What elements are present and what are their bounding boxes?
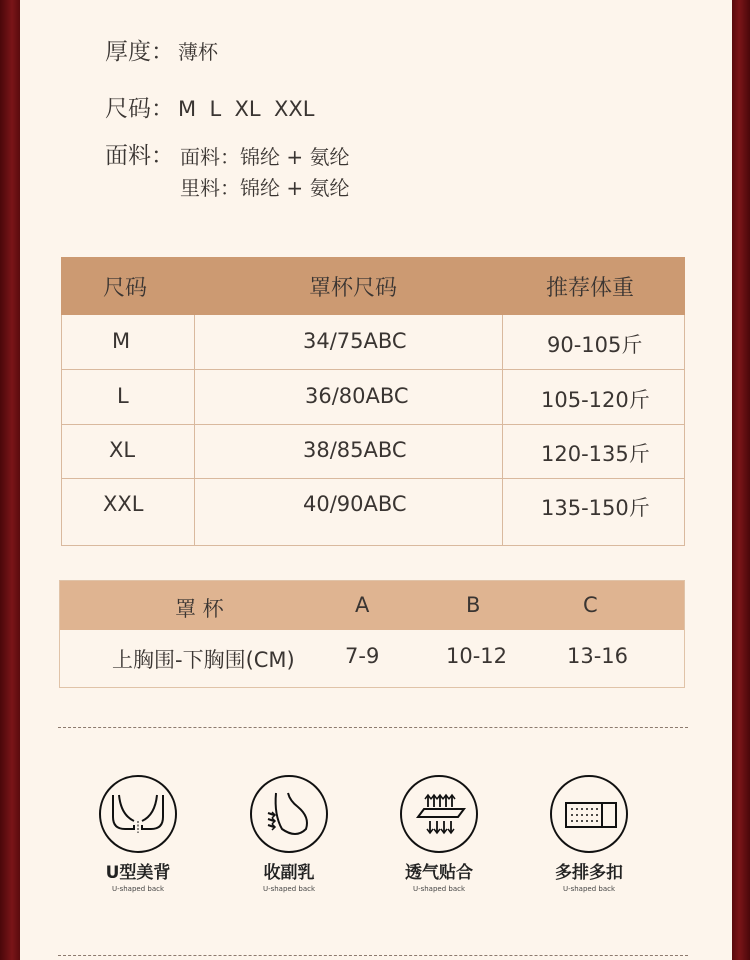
feature-subtitle: U-shaped back: [262, 885, 316, 893]
feature-u-back: [83, 775, 193, 893]
size-header-cup: 罩杯尺码: [309, 276, 398, 301]
feature-title: 透气贴合: [405, 863, 473, 883]
feature-subtitle: U-shaped back: [562, 885, 616, 893]
spec-fabric-inner: 里料：锦纶 + 氨纶: [180, 176, 350, 200]
cup-row-b: 10-12: [446, 644, 508, 668]
cup-header-b: B: [466, 593, 481, 617]
table-row: M 34/75ABC 90-105斤: [62, 315, 684, 370]
feature-title: 多排多扣: [555, 863, 623, 883]
multi-hook-icon: [550, 775, 628, 853]
content-panel: [20, 0, 732, 960]
size-table: [61, 257, 685, 546]
spec-size-label: 尺码: [105, 96, 151, 122]
cup-table: [59, 580, 685, 688]
spec-thickness: 厚度： 薄杯: [105, 33, 218, 66]
table-row: L 36/80ABC 105-120斤: [62, 370, 684, 425]
spec-fabric-label: 面料: [105, 143, 151, 169]
feature-subtitle: U-shaped back: [412, 885, 466, 893]
size-header-size: 尺码: [103, 276, 148, 301]
spec-thickness-value: 薄杯: [178, 40, 218, 64]
cup-row-c: 13-16: [567, 644, 629, 668]
spec-size-value: M L XL XXL: [178, 97, 315, 121]
size-table-header: [61, 257, 685, 315]
spec-size: 尺码： M L XL XXL: [105, 90, 314, 123]
right-frame: [732, 0, 750, 960]
left-frame: [0, 0, 20, 960]
feature-title: U型美背: [105, 863, 171, 883]
size-header-weight: 推荐体重: [546, 276, 635, 301]
spec-fabric: 面料：: [105, 137, 174, 170]
size-table-body: [61, 315, 685, 546]
cup-header-c: C: [583, 593, 598, 617]
cup-header-a: A: [355, 593, 370, 617]
spec-fabric-outer: 面料：锦纶 + 氨纶: [180, 145, 350, 169]
cup-row-label: 上胸围-下胸围(CM): [112, 648, 295, 672]
feature-side-gather: [234, 775, 344, 893]
spec-thickness-label: 厚度: [105, 39, 151, 65]
cup-row-a: 7-9: [345, 644, 380, 668]
table-row: XXL 40/90ABC 135-150斤: [103, 492, 650, 520]
feature-multi-hook: [534, 775, 644, 893]
u-back-icon: [99, 775, 177, 853]
divider: [58, 955, 688, 956]
feature-subtitle: U-shaped back: [111, 885, 165, 893]
divider: [58, 727, 688, 728]
breathable-icon: [400, 775, 478, 853]
feature-breathable: [384, 775, 494, 893]
cup-table-row: [60, 630, 684, 687]
cup-header-label: 罩 杯: [175, 597, 224, 621]
table-row: XL 38/85ABC 120-135斤: [62, 424, 684, 479]
side-gather-icon: [250, 775, 328, 853]
feature-title: 收副乳: [263, 863, 315, 883]
cup-table-header: [60, 581, 684, 630]
